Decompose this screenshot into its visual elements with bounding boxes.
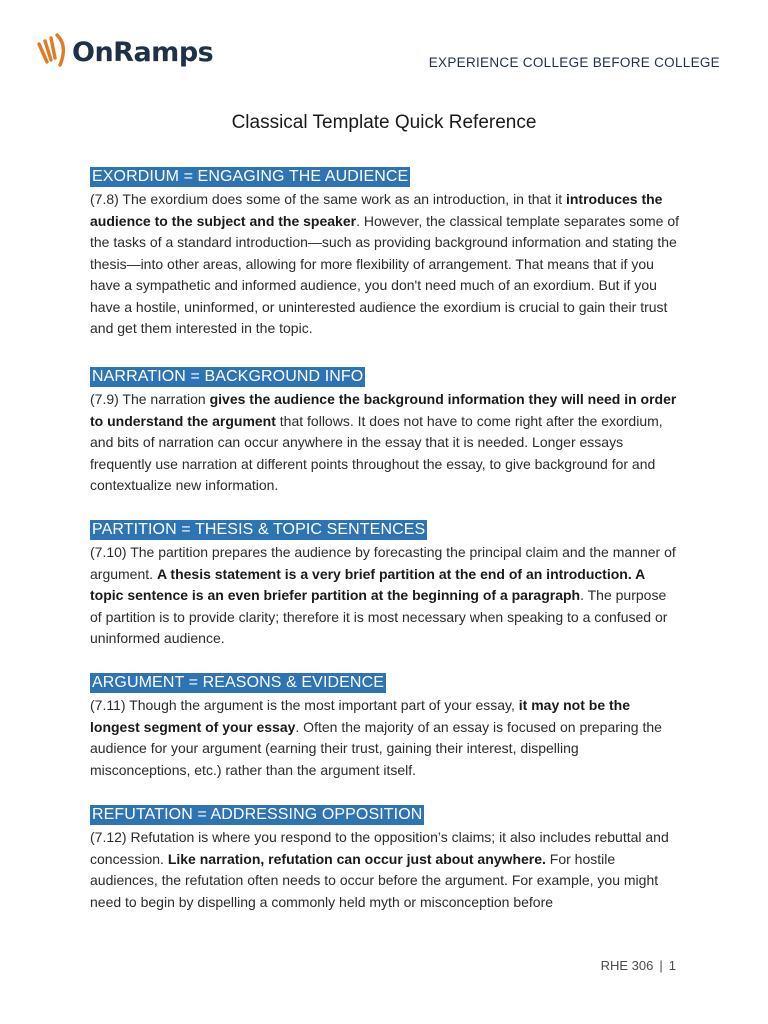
page-header [0,0,768,100]
body-text-part: (7.11) Though the argument is the most important part of your essay, [90,697,519,713]
body-bold-text: A thesis statement is a very brief partition at the end of an introduction. A topic sentence is an even briefer partition at the beginning of a paragraph [90,565,645,603]
section-body [90,542,680,650]
section-body [90,389,680,497]
section-partition [90,520,680,650]
body-bold-text: introduces the audience to the subject and the speaker [90,191,663,229]
body-bold-text: Like narration, refutation can occur just about anywhere. [167,850,546,867]
section-exordium [90,167,680,340]
section-body [90,827,680,913]
section-body [90,695,680,781]
body-text-part: . The purpose of partition is to provide clarity; therefore it is most necessary when speaking to a confused or uninformed audience. [90,587,668,646]
tagline-part-2: BEFORE COLLEGE [592,55,720,70]
body-text-part: that follows. It does not have to come right after the exordium, and bits of narration can occur anywhere in the essay that it is needed. Longer essays frequently use narration at different points throughout the essay, to give background for and contextualize new information. [90,412,663,493]
onramps-logo-icon [34,32,70,72]
footer-course: RHE 306 [600,958,654,973]
page-number: 1 [668,958,676,973]
body-text-part: . Often the majority of an essay is focused on preparing the audience for your argument (earning their trust, gaining their interest, dispelling misconceptions, etc.) rather than the argument itself. [90,718,662,778]
footer-separator: | [659,958,663,973]
body-text-part: (7.8) The exordium does some of the same work as an introduction, in that it [90,191,566,207]
page-footer [601,958,676,973]
body-bold-text: it may not be the longest segment of your essay [90,697,631,735]
section-narration [90,367,680,497]
body-text-part: (7.12) Refutation is where you respond to the opposition’s claims; it also includes rebuttal and concession. [90,829,669,867]
tagline [429,55,720,70]
body-text-part: (7.9) The narration [90,391,210,407]
body-text-part: (7.10) The partition prepares the audience by forecasting the principal claim and the manner of argument. [90,544,676,582]
section-body [90,189,680,340]
tagline-part-1: EXPERIENCE COLLEGE [428,55,593,70]
section-refutation [90,805,680,913]
section-heading: ARGUMENT = REASONS & EVIDENCE [92,674,385,691]
body-text-part: . However, the classical template separates some of the tasks of a standard introduction—such as providing background information and stating the thesis—into other areas, allowing for more flexibility of arrangement. That means that if you have a sympathetic and informed audience, you don't need much of an exordium. But if you have a hostile, uninformed, or uninterested audience the exordium is crucial to gain their trust and get them interested in the topic. [90,212,680,336]
section-heading: EXORDIUM = ENGAGING THE AUDIENCE [92,168,409,185]
section-heading: REFUTATION = ADDRESSING OPPOSITION [92,806,423,823]
onramps-logo [34,32,213,72]
logo-text: OnRamps [72,36,214,68]
section-argument [90,673,680,781]
section-heading: PARTITION = THESIS & TOPIC SENTENCES [92,521,426,538]
body-text-part: For hostile audiences, the refutation often needs to occur before the argument. For example, you might need to begin by dispelling a commonly held myth or misconception before [90,850,659,910]
body-bold-text: gives the audience the background information they will need in order to understand the argument [90,391,677,429]
section-heading: NARRATION = BACKGROUND INFO [92,368,364,385]
document-title: Classical Template Quick Reference [231,112,537,133]
